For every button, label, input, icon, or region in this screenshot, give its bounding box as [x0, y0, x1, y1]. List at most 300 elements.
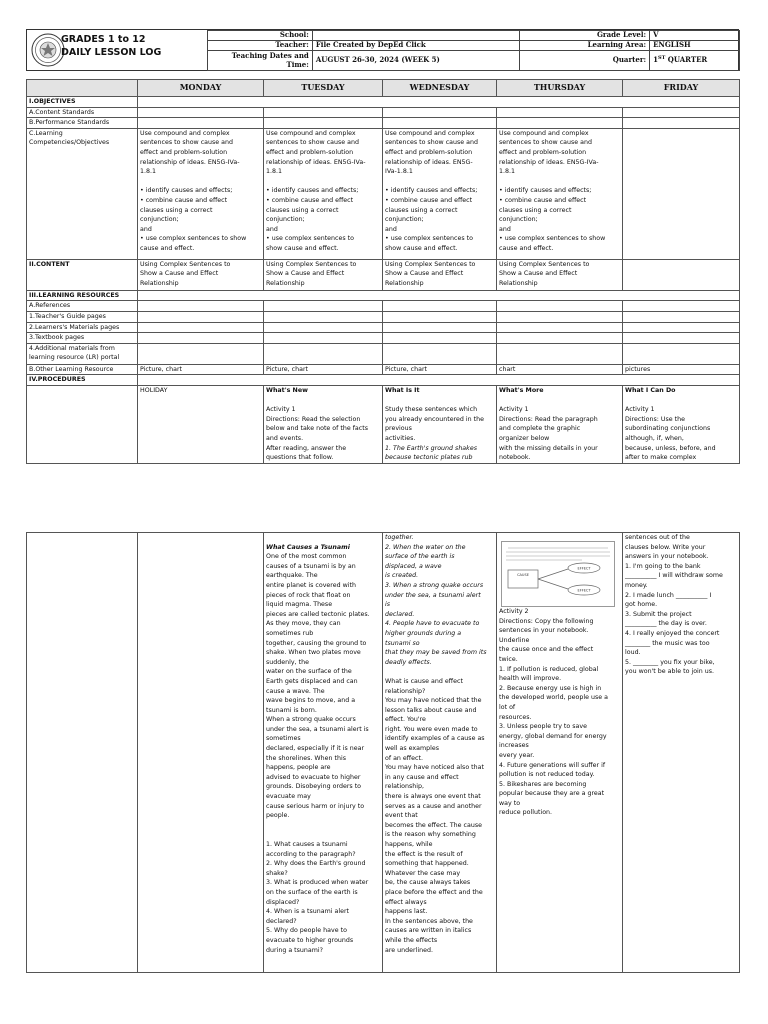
text-line: effect and problem-solution	[140, 148, 228, 156]
procedure-tuesday	[264, 385, 383, 463]
procedure-thursday	[497, 385, 623, 463]
text-line: during a tsunami?	[266, 946, 323, 954]
other-resources-thursday: chart	[497, 364, 623, 375]
text-line: together.	[385, 534, 414, 541]
text-line: loud.	[625, 649, 641, 657]
reading-title: What Causes a Tsunami	[266, 543, 350, 551]
text-line: conjunction;	[266, 216, 305, 224]
text-line: conjunction;	[385, 216, 424, 224]
text-line: declared, especially if it is near	[266, 745, 365, 753]
text-line: and events.	[266, 434, 304, 442]
text-line: Relationship	[499, 279, 538, 287]
text-line: • use complex sentences to show	[140, 235, 247, 243]
day-header-tuesday: TUESDAY	[264, 80, 383, 97]
text-line: the effect is the result of	[385, 850, 463, 858]
text-line: advised to evacuate to higher	[266, 773, 361, 781]
row-label-references: A.References	[27, 301, 138, 312]
text-line: As they move, they can	[266, 620, 341, 628]
text-line: Using Complex Sentences to	[499, 260, 590, 268]
grade-level-value: V	[650, 31, 740, 41]
text-line: effect always	[385, 898, 427, 906]
text-line: liquid magma. These	[266, 601, 333, 609]
text-line: • use complex sentences to	[266, 235, 354, 243]
text-line: while the effects	[385, 936, 438, 944]
text-line: 1.8.1	[266, 168, 283, 176]
text-line: effect and problem-solution	[266, 148, 354, 156]
text-line: with the missing details in your	[499, 444, 598, 452]
day-header-thursday: THURSDAY	[497, 80, 623, 97]
procedure-wednesday	[383, 385, 497, 463]
text-line: 4. People have to evacuate to	[385, 620, 480, 628]
text-line: Activity 1	[625, 406, 655, 414]
text-line: clauses below. Write your	[625, 543, 706, 551]
text-line: pollution is not reduced today.	[499, 771, 595, 779]
text-line: ________ the music was too	[625, 639, 710, 647]
content-monday	[138, 259, 264, 290]
text-line: Activity 2	[499, 608, 529, 615]
text-line: place before the effect and the	[385, 888, 483, 896]
text-line: Using Complex Sentences to	[140, 260, 231, 268]
text-line: • use complex sentences to show	[499, 235, 606, 243]
quarter-ordinal: ST	[657, 55, 666, 62]
label-line: Competencies/Objectives	[29, 139, 110, 147]
cell	[264, 343, 383, 364]
text-line: relationship of ideas. EN5G-	[385, 158, 473, 166]
text-line: pieces are called tectonic plates.	[266, 610, 370, 618]
cell	[264, 322, 383, 333]
text-line: 1.8.1	[499, 168, 516, 176]
text-line: relationship of ideas. EN5G-IVa-	[140, 158, 240, 166]
text-line: • combine cause and effect	[266, 196, 354, 204]
text-line: becomes the effect. The cause	[385, 821, 483, 829]
section-heading: What's More	[499, 386, 544, 394]
text-line: money.	[625, 581, 648, 589]
cell	[138, 333, 264, 344]
cell	[138, 343, 264, 364]
corner-cell	[27, 80, 138, 97]
text-line: Use compound and complex	[499, 129, 589, 137]
text-line: something that happened.	[385, 860, 469, 868]
text-line: Use compound and complex	[266, 129, 356, 137]
text-line: twice.	[499, 655, 518, 663]
procedure-friday	[623, 385, 740, 463]
text-line: You may have noticed also that	[385, 764, 484, 772]
cell	[383, 322, 497, 333]
text-line: the shorelines. When this	[266, 754, 347, 762]
objectives-cell	[138, 97, 740, 108]
text-line: well as examples	[385, 745, 440, 753]
text-line: 4. Future generations will suffer if	[499, 761, 606, 769]
text-line: 1.8.1	[140, 168, 157, 176]
cell	[497, 118, 623, 129]
cell	[623, 118, 740, 129]
text-line: 3. Submit the project	[625, 610, 692, 618]
text-line: of an effect.	[385, 754, 423, 762]
cell	[497, 343, 623, 364]
text-line: 3. Unless people try to save	[499, 723, 587, 731]
row-label-performance-standards: B.Performance Standards	[27, 118, 138, 129]
section-heading: What I Can Do	[625, 386, 676, 394]
cell	[264, 333, 383, 344]
other-resources-wednesday: Picture, chart	[383, 364, 497, 375]
deped-seal-logo	[31, 33, 65, 67]
text-line: Use compound and complex	[140, 129, 230, 137]
text-line: sentences out of the	[625, 534, 690, 541]
cell	[497, 333, 623, 344]
text-line: 5. Bikeshares are becoming	[499, 780, 587, 788]
text-line: relationship?	[385, 687, 426, 695]
text-line: Show a Cause and Effect	[499, 270, 578, 278]
competency-thursday	[497, 128, 623, 259]
text-line: although, if, when,	[625, 434, 684, 442]
row-label-textbook-pages: 3.Textbook pages	[27, 333, 138, 344]
text-line: Whatever the case may	[385, 869, 461, 877]
text-line: conjunction;	[499, 216, 538, 224]
text-line: Using Complex Sentences to	[266, 260, 357, 268]
cell	[383, 333, 497, 344]
text-line: Directions: Read the paragraph	[499, 415, 598, 423]
text-line: clauses using a correct	[140, 206, 213, 214]
text-line: • use complex sentences to	[385, 235, 473, 243]
text-line: the developed world, people use a	[499, 694, 608, 702]
cell	[623, 311, 740, 322]
text-line: happens last.	[385, 908, 428, 916]
text-line: Use compound and complex	[385, 129, 475, 137]
text-line: grounds. Disobeying orders to	[266, 783, 362, 791]
text-line: subordinating conjunctions	[625, 425, 711, 433]
text-line: together, causing the ground to	[266, 639, 367, 647]
text-line: conjunction;	[140, 216, 179, 224]
text-line: In the sentences above, the	[385, 917, 473, 925]
text-line: • identify causes and effects;	[266, 187, 359, 195]
text-line: __________ I will withdraw some	[625, 572, 723, 580]
organizer-effect-label-1: EFFECT	[577, 566, 591, 571]
text-line: earthquake. The	[266, 572, 318, 580]
text-line: Show a Cause and Effect	[266, 270, 345, 278]
text-line: shake?	[266, 869, 288, 877]
text-line: in any cause and effect	[385, 773, 459, 781]
cell	[383, 311, 497, 322]
procedure-monday	[138, 385, 264, 463]
text-line: relationship of ideas. EN5G-IVa-	[266, 158, 366, 166]
text-line: way to	[499, 799, 521, 807]
quarter-word: QUARTER	[667, 55, 708, 65]
text-line: 4. When is a tsunami alert	[266, 908, 350, 916]
text-line: answers in your notebook.	[625, 553, 709, 561]
lesson-log-continuation-table	[26, 532, 740, 973]
text-line: happens, while	[385, 841, 433, 848]
resources-cell	[138, 290, 740, 301]
text-line: surface of the earth is	[385, 553, 455, 561]
text-line: Directions: Copy the following	[499, 617, 594, 625]
text-line: evacuate may	[266, 793, 311, 801]
row-label-additional-materials	[27, 343, 138, 364]
continuation-friday	[623, 533, 740, 973]
school-label: School:	[208, 31, 313, 41]
text-line: water on the surface of the	[266, 668, 352, 676]
text-line: relationship,	[385, 783, 425, 791]
text-line: deadly effects.	[385, 658, 432, 666]
text-line: declared?	[266, 917, 297, 925]
continuation-label-cell	[27, 533, 138, 973]
row-label-content-standards: A.Content Standards	[27, 107, 138, 118]
competency-tuesday	[264, 128, 383, 259]
text-line: below and take note of the facts	[266, 425, 368, 433]
teaching-dates-label	[208, 51, 313, 71]
text-line: • identify causes and effects;	[140, 187, 233, 195]
other-resources-friday: pictures	[623, 364, 740, 375]
text-line: the cause once and the effect	[499, 646, 594, 654]
other-resources-tuesday: Picture, chart	[264, 364, 383, 375]
text-line: evacuate to higher grounds	[266, 936, 354, 944]
text-line: 1. If pollution is reduced, global	[499, 665, 599, 673]
text-line: Activity 1	[499, 406, 529, 414]
text-line: people.	[266, 812, 290, 820]
row-label-competencies	[27, 128, 138, 259]
section-heading: What's New	[266, 386, 308, 394]
text-line: activities.	[385, 434, 416, 442]
text-line: sometimes rub	[266, 629, 314, 637]
text-line: entire planet is covered with	[266, 581, 356, 589]
text-line: effect. You're	[385, 716, 426, 724]
cell	[497, 322, 623, 333]
text-line: When a strong quake occurs	[266, 716, 356, 724]
cell	[383, 118, 497, 129]
text-line: and	[140, 225, 152, 233]
text-line: pieces of rock that float on	[266, 591, 351, 599]
cell	[623, 333, 740, 344]
cell	[264, 118, 383, 129]
text-line: higher grounds during a	[385, 629, 462, 637]
text-line: Study these sentences which	[385, 406, 478, 414]
lesson-log-table	[26, 79, 740, 464]
text-line: displaced, a wave	[385, 562, 442, 570]
cell	[138, 311, 264, 322]
text-line: energy, global demand for energy	[499, 732, 607, 740]
text-line: notebook.	[499, 454, 531, 462]
row-label-resources: III.LEARNING RESOURCES	[27, 290, 138, 301]
text-line: shake. When two plates move	[266, 649, 361, 657]
text-line: are underlined.	[385, 946, 433, 954]
text-line: Show a Cause and Effect	[140, 270, 219, 278]
teacher-label: Teacher:	[208, 41, 313, 51]
label-line: C.Learning	[29, 129, 63, 137]
text-line: because tectonic plates rub	[385, 454, 473, 462]
text-line: Activity 1	[266, 406, 296, 414]
text-line: suddenly, the	[266, 658, 309, 666]
text-line: sentences to show cause and	[266, 139, 360, 147]
text-line: 5. Why do people have to	[266, 927, 347, 935]
text-line: Show a Cause and Effect	[385, 270, 464, 278]
text-line: under the sea, a tsunami alert is	[266, 725, 369, 733]
teaching-dates-value: AUGUST 26-30, 2024 (WEEK 5)	[312, 51, 520, 71]
continuation-tuesday	[264, 533, 383, 973]
cell	[383, 107, 497, 118]
cell	[623, 343, 740, 364]
row-label-other-resources: B.Other Learning Resource	[27, 364, 138, 375]
cell	[497, 107, 623, 118]
conjunction-exercise	[625, 533, 737, 677]
text-line: • combine cause and effect	[499, 196, 587, 204]
text-line: lesson talks about cause and	[385, 706, 477, 714]
text-line: 3. When a strong quake occurs	[385, 581, 484, 589]
text-line: tsunami is born.	[266, 706, 317, 714]
text-line: got home.	[625, 601, 658, 609]
cell	[264, 311, 383, 322]
day-header-wednesday: WEDNESDAY	[383, 80, 497, 97]
text-line: after to make complex	[625, 454, 697, 462]
text-line: sometimes	[266, 735, 301, 743]
text-line: 2. When the water on the	[385, 543, 466, 551]
text-line: lot of	[499, 703, 516, 711]
cell	[264, 107, 383, 118]
text-line: under the sea, a tsunami alert	[385, 591, 481, 599]
cell	[383, 343, 497, 364]
content-tuesday	[264, 259, 383, 290]
reading-questions	[266, 840, 380, 955]
text-line: 2. Because energy use is high in	[499, 684, 602, 692]
text-line: according to the paragraph?	[266, 850, 356, 858]
cell	[383, 301, 497, 312]
text-line: 4. I really enjoyed the concert	[625, 629, 720, 637]
text-line: organizer below	[499, 434, 550, 442]
cell	[264, 301, 383, 312]
cell	[623, 107, 740, 118]
row-label-objectives: I.OBJECTIVES	[27, 97, 138, 108]
text-line: Using Complex Sentences to	[385, 260, 476, 268]
quarter-label: Quarter:	[520, 51, 650, 71]
text-line: sentences to show cause and	[499, 139, 593, 147]
text-line: 1. I'm going to the bank	[625, 562, 701, 570]
cell	[497, 301, 623, 312]
text-line: show cause and effect.	[385, 244, 458, 252]
text-line: Earth gets displaced and can	[266, 677, 358, 685]
text-line: show cause and effect.	[266, 244, 339, 252]
organizer-cause-label: CAUSE	[517, 573, 529, 577]
text-line: event that	[385, 812, 418, 820]
text-line: identify examples of a cause as	[385, 735, 485, 743]
text-line: relationship of ideas. EN5G-IVa-	[499, 158, 599, 166]
text-line: causes are written in italics	[385, 927, 472, 935]
text-line: IVa-1.8.1	[385, 168, 413, 176]
title-line-1: GRADES 1 to 12	[61, 34, 146, 45]
teacher-value: File Created by DepEd Click	[312, 41, 520, 51]
text-line: previous	[385, 425, 412, 433]
text-line: there is always one event that	[385, 793, 481, 801]
text-line: increases	[499, 742, 529, 750]
text-line: Relationship	[385, 279, 424, 287]
text-line: because, unless, before, and	[625, 444, 716, 452]
label-line: learning resource (LR) portal	[29, 354, 120, 362]
cell	[497, 311, 623, 322]
text-line: every year.	[499, 751, 535, 759]
school-info-table	[207, 30, 740, 71]
text-line: displaced?	[266, 898, 300, 906]
text-line: sentences in your notebook.	[499, 627, 589, 635]
cell	[138, 301, 264, 312]
text-line: clauses using a correct	[499, 206, 572, 214]
quarter-value	[650, 51, 740, 71]
text-line: clauses using a correct	[385, 206, 458, 214]
competency-friday	[623, 128, 740, 259]
teaching-dates-label-line2: Time:	[286, 59, 309, 69]
text-line: is created.	[385, 572, 419, 580]
text-line: declared.	[385, 610, 415, 618]
continuation-thursday	[497, 533, 623, 973]
competency-wednesday	[383, 128, 497, 259]
day-header-friday: FRIDAY	[623, 80, 740, 97]
grade-level-label: Grade Level:	[520, 31, 650, 41]
activity-2-text	[499, 607, 620, 818]
text-line: Underline	[499, 636, 530, 644]
cell	[138, 322, 264, 333]
section-heading: What Is It	[385, 386, 420, 394]
text-line: effect and problem-solution	[385, 148, 473, 156]
row-label-tg-pages: 1.Teacher's Guide pages	[27, 311, 138, 322]
content-wednesday	[383, 259, 497, 290]
text-line: Directions: Read the selection	[266, 415, 361, 423]
text-line: __________ the day is over.	[625, 620, 707, 628]
text-line: • combine cause and effect	[140, 196, 228, 204]
row-label-content: II.CONTENT	[27, 259, 138, 290]
cell	[623, 301, 740, 312]
label-line: 4.Additional materials from	[29, 344, 115, 352]
text-line: You may have noticed that the	[385, 697, 482, 705]
text-line: cause a wave. The	[266, 687, 325, 695]
day-header-monday: MONDAY	[138, 80, 264, 97]
text-line: be, the cause always takes	[385, 879, 471, 887]
row-label-lm-pages: 2.Learners's Materials pages	[27, 322, 138, 333]
text-line: effect and problem-solution	[499, 148, 587, 156]
row-label-procedures: IV.PROCEDURES	[27, 375, 138, 386]
competency-monday	[138, 128, 264, 259]
text-line: • combine cause and effect	[385, 196, 473, 204]
text-line: resources.	[499, 713, 532, 721]
text-line: and	[385, 225, 397, 233]
text-line: sentences to show cause and	[140, 139, 234, 147]
text-line: Directions: Use the	[625, 415, 685, 423]
cell	[138, 118, 264, 129]
cause-effect-examples	[385, 533, 494, 667]
other-resources-monday: Picture, chart	[138, 364, 264, 375]
text-line: is the reason why something	[385, 831, 476, 839]
text-line: 1. The Earth's ground shakes	[385, 444, 477, 452]
text-line: 5. ________ you fix your bike,	[625, 658, 715, 666]
holiday-text: HOLIDAY	[140, 386, 168, 394]
text-line: 2. Why does the Earth's ground	[266, 860, 366, 868]
text-line: popular because they are a great	[499, 790, 605, 798]
text-line: and	[499, 225, 511, 233]
text-line: After reading, answer the	[266, 444, 347, 452]
learning-area-value: ENGLISH	[650, 41, 740, 51]
text-line: happens, people are	[266, 764, 331, 772]
text-line: Relationship	[140, 279, 179, 287]
text-line: that they may be saved from its	[385, 649, 487, 657]
text-line: you already encountered in the	[385, 415, 484, 423]
quarter-number: 1	[653, 55, 658, 65]
procedures-label-cell	[27, 385, 138, 463]
document-title	[61, 33, 161, 59]
content-thursday	[497, 259, 623, 290]
text-line: reduce pollution.	[499, 809, 553, 817]
text-line: and complete the graphic	[499, 425, 581, 433]
content-friday	[623, 259, 740, 290]
text-line: and	[266, 225, 278, 233]
continuation-wednesday	[383, 533, 497, 973]
organizer-effect-label-2: EFFECT	[577, 588, 591, 593]
text-line: 2. I made lunch __________ I	[625, 591, 712, 599]
text-line: serves as a cause and another	[385, 802, 482, 810]
